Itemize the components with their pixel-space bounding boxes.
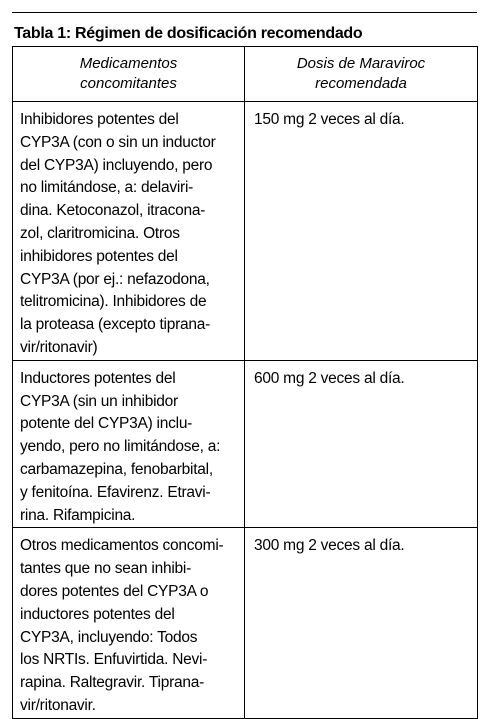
medication-cell — [13, 528, 245, 718]
table-caption-bar — [12, 12, 477, 46]
dose-cell — [245, 102, 478, 361]
dose-text: 300 mg 2 veces al día. — [254, 537, 405, 555]
table-caption: Tabla 1: Régimen de dosificación recomendado — [14, 25, 363, 42]
medication-cell — [13, 102, 245, 361]
medication-cell — [13, 360, 245, 528]
dose-text: 150 mg 2 veces al día. — [254, 111, 405, 128]
table-row — [13, 102, 478, 361]
dose-cell — [245, 360, 478, 528]
header-dose-label: Dosis de Maraviroc recomendada — [296, 55, 426, 92]
table-header-row — [13, 47, 478, 102]
header-medications — [13, 47, 245, 102]
medication-text: Otros medicamentos concomi- tantes que no sean inhibi- dores potentes del CYP3A o inductores potentes del CYP3A, incluyendo: Todos los NRTIs. Enfuvirtida. Nevi- rapina. Raltegravir. Tiprana- vir/ritonavir. — [20, 537, 224, 714]
table-row — [13, 528, 478, 718]
medication-text: Inductores potentes del CYP3A (sin un inhibidor potente del CYP3A) inclu- yendo, pero no limitándose, a: carbamazepina, fenobarbital, y fenitoína. Efavirenz. Etravi- rina. Rifampicina. — [20, 369, 221, 524]
dose-cell — [245, 528, 478, 718]
medication-text: Inhibidores potentes del CYP3A (con o sin un inductor del CYP3A) incluyendo, pero no limitándose, a: delaviri- dina. Ketoconazol, itracona- zol, claritromicina. Otros inhibidores potentes del CYP3A (por ej.: nefazodona, telitromicina). Inhibidores de la proteasa (excepto tiprana- vir/ritonavir) — [20, 111, 216, 356]
dosing-table — [12, 46, 478, 719]
header-medications-label: Medicamentos concomitantes — [79, 55, 178, 92]
table-row — [13, 360, 478, 528]
dose-text: 600 mg 2 veces al día. — [254, 369, 405, 387]
header-dose — [245, 47, 478, 102]
